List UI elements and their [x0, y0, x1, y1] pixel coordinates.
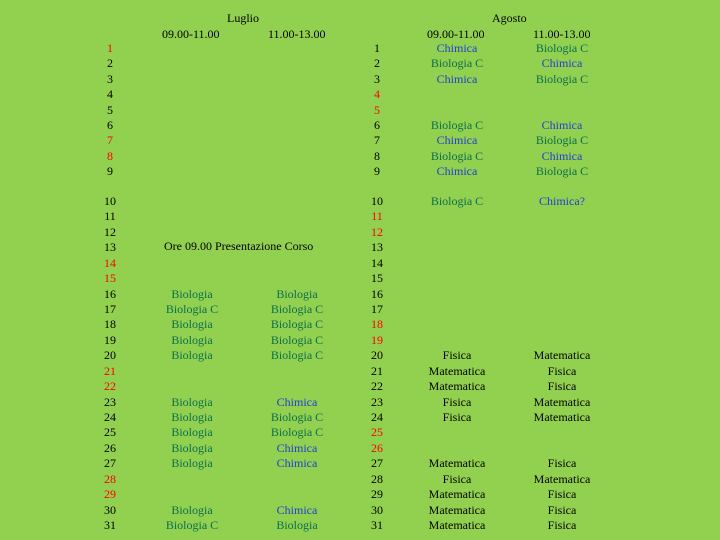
luglio-lesson-s2: Chimica: [276, 394, 318, 409]
luglio-day-number: 20: [104, 348, 116, 363]
agosto-day-number: 27: [371, 456, 383, 471]
luglio-day-number: 14: [104, 255, 116, 270]
agosto-day-number: 4: [374, 87, 380, 102]
luglio-lesson-s1: Biologia: [171, 410, 213, 425]
agosto-lesson-s1: Matematica: [428, 456, 486, 471]
agosto-day-number: 2: [374, 56, 380, 71]
agosto-lesson-s1: Fisica: [442, 394, 472, 409]
luglio-lesson-s1: Biologia: [171, 394, 213, 409]
agosto-day-number: 21: [371, 363, 383, 378]
luglio-slot2-header: 11.00-13.00: [268, 27, 326, 41]
luglio-lesson-s2: Biologia C: [270, 348, 324, 363]
agosto-day-number: 18: [371, 317, 383, 332]
agosto-day-number: 16: [371, 286, 383, 301]
agosto-lesson-s2: Chimica: [541, 148, 583, 163]
agosto-lesson-s1: Matematica: [428, 363, 486, 378]
agosto-day-number: 22: [371, 379, 383, 394]
agosto-lesson-s1: Matematica: [428, 502, 486, 517]
luglio-day-number: 1: [107, 41, 113, 55]
luglio-lesson-s1: Biologia: [171, 456, 213, 471]
agosto-day-number: 31: [371, 518, 383, 533]
agosto-day-number: 1: [374, 41, 380, 55]
luglio-day-number: 30: [104, 502, 116, 517]
agosto-lesson-s1: Chimica: [436, 133, 478, 148]
agosto-slot1-header: 09.00-11.00: [427, 27, 485, 41]
agosto-day-number: 15: [371, 271, 383, 286]
luglio-day-number: 26: [104, 440, 116, 455]
agosto-day-number: 7: [374, 133, 380, 148]
luglio-day-number: 9: [107, 164, 113, 179]
agosto-lesson-s1: Biologia C: [430, 56, 484, 71]
agosto-day-number: 6: [374, 118, 380, 132]
luglio-day-number: 17: [104, 302, 116, 316]
luglio-slot1-header: 09.00-11.00: [162, 27, 220, 41]
agosto-day-number: 19: [371, 332, 383, 347]
luglio-day-number: 25: [104, 425, 116, 440]
luglio-day-number: 23: [104, 394, 116, 409]
agosto-day-number: 25: [371, 425, 383, 440]
luglio-presentation-note: Ore 09.00 Presentazione Corso: [164, 239, 314, 253]
agosto-lesson-s1: Matematica: [428, 379, 486, 394]
agosto-day-number: 17: [371, 302, 383, 316]
luglio-day-number: 10: [104, 194, 116, 208]
luglio-day-number: 28: [104, 471, 116, 486]
luglio-day-number: 5: [107, 102, 113, 117]
agosto-lesson-s2: Matematica: [533, 410, 591, 425]
luglio-lesson-s2: Biologia C: [270, 317, 324, 332]
agosto-lesson-s1: Biologia C: [430, 194, 484, 208]
luglio-lesson-s1: Biologia: [171, 440, 213, 455]
luglio-day-number: 11: [104, 209, 116, 224]
agosto-lesson-s2: Fisica: [547, 487, 577, 502]
agosto-lesson-s2: Matematica: [533, 394, 591, 409]
agosto-lesson-s1: Matematica: [428, 518, 486, 533]
agosto-day-number: 10: [371, 194, 383, 208]
agosto-day-number: 26: [371, 440, 383, 455]
luglio-lesson-s1: Biologia C: [165, 518, 219, 533]
luglio-lesson-s1: Biologia C: [165, 302, 219, 316]
luglio-day-number: 24: [104, 410, 116, 425]
luglio-day-number: 2: [107, 56, 113, 71]
luglio-day-number: 22: [104, 379, 116, 394]
agosto-day-number: 9: [374, 164, 380, 179]
agosto-day-number: 14: [371, 255, 383, 270]
agosto-lesson-s2: Biologia C: [535, 133, 589, 148]
agosto-day-number: 12: [371, 224, 383, 239]
luglio-day-number: 16: [104, 286, 116, 301]
luglio-day-number: 19: [104, 332, 116, 347]
luglio-lesson-s1: Biologia: [171, 332, 213, 347]
luglio-day-number: 12: [104, 224, 116, 239]
luglio-lesson-s2: Biologia C: [270, 332, 324, 347]
luglio-lesson-s2: Chimica: [276, 440, 318, 455]
luglio-day-number: 15: [104, 271, 116, 286]
agosto-title: Agosto: [492, 11, 527, 25]
luglio-day-number: 6: [107, 118, 113, 132]
luglio-lesson-s2: Biologia C: [270, 410, 324, 425]
agosto-lesson-s2: Fisica: [547, 456, 577, 471]
luglio-lesson-s1: Biologia: [171, 286, 213, 301]
agosto-day-number: 24: [371, 410, 383, 425]
agosto-lesson-s2: Matematica: [533, 348, 591, 363]
luglio-day-number: 13: [104, 240, 116, 255]
agosto-day-number: 29: [371, 487, 383, 502]
agosto-day-number: 20: [371, 348, 383, 363]
agosto-day-number: 30: [371, 502, 383, 517]
agosto-lesson-s1: Fisica: [442, 410, 472, 425]
luglio-day-number: 29: [104, 487, 116, 502]
agosto-lesson-s1: Fisica: [442, 471, 472, 486]
luglio-day-number: 18: [104, 317, 116, 332]
luglio-lesson-s2: Biologia: [276, 286, 318, 301]
agosto-lesson-s2: Biologia C: [535, 71, 589, 86]
agosto-lesson-s1: Matematica: [428, 487, 486, 502]
luglio-lesson-s1: Biologia: [171, 317, 213, 332]
agosto-day-number: 8: [374, 148, 380, 163]
luglio-lesson-s2: Biologia C: [270, 425, 324, 440]
agosto-lesson-s1: Chimica: [436, 41, 478, 55]
luglio-day-number: 31: [104, 518, 116, 533]
agosto-slot2-header: 11.00-13.00: [533, 27, 591, 41]
luglio-day-number: 4: [107, 87, 113, 102]
agosto-day-number: 23: [371, 394, 383, 409]
luglio-day-number: 21: [104, 363, 116, 378]
agosto-day-number: 13: [371, 240, 383, 255]
agosto-lesson-s1: Biologia C: [430, 118, 484, 132]
luglio-lesson-s2: Biologia: [276, 518, 318, 533]
agosto-day-number: 11: [371, 209, 383, 224]
luglio-lesson-s1: Biologia: [171, 425, 213, 440]
agosto-lesson-s2: Chimica: [541, 56, 583, 71]
agosto-lesson-s2: Biologia C: [535, 164, 589, 179]
agosto-lesson-s2: Fisica: [547, 379, 577, 394]
agosto-lesson-s1: Biologia C: [430, 148, 484, 163]
agosto-lesson-s2: Biologia C: [535, 41, 589, 55]
luglio-lesson-s1: Biologia: [171, 502, 213, 517]
agosto-lesson-s2: Fisica: [547, 502, 577, 517]
luglio-lesson-s2: Chimica: [276, 456, 318, 471]
agosto-lesson-s2: Chimica?: [539, 194, 585, 208]
agosto-lesson-s2: Fisica: [547, 518, 577, 533]
agosto-day-number: 5: [374, 102, 380, 117]
luglio-lesson-s2: Biologia C: [270, 302, 324, 316]
luglio-title: Luglio: [227, 11, 259, 25]
agosto-lesson-s2: Matematica: [533, 471, 591, 486]
agosto-day-number: 28: [371, 471, 383, 486]
agosto-lesson-s2: Chimica: [541, 118, 583, 132]
agosto-lesson-s1: Chimica: [436, 71, 478, 86]
agosto-day-number: 3: [374, 71, 380, 86]
luglio-day-number: 3: [107, 71, 113, 86]
agosto-lesson-s1: Chimica: [436, 164, 478, 179]
luglio-lesson-s1: Biologia: [171, 348, 213, 363]
agosto-lesson-s1: Fisica: [442, 348, 472, 363]
luglio-day-number: 8: [107, 148, 113, 163]
luglio-lesson-s2: Chimica: [276, 502, 318, 517]
agosto-lesson-s2: Fisica: [547, 363, 577, 378]
luglio-day-number: 7: [107, 133, 113, 148]
luglio-day-number: 27: [104, 456, 116, 471]
